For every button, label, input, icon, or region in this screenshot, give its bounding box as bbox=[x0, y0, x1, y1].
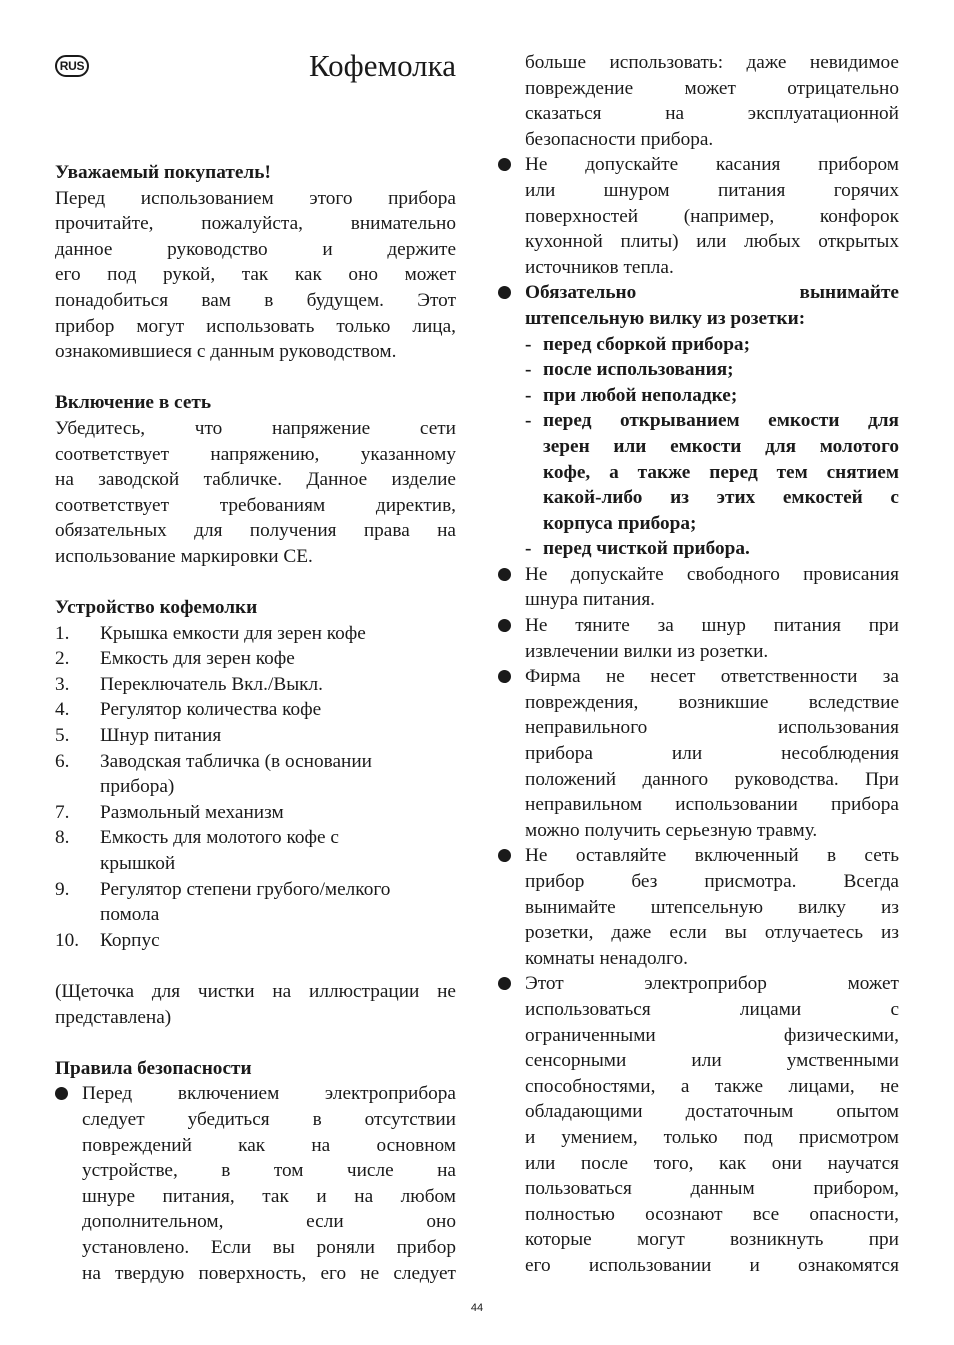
safety-bullet bbox=[498, 664, 899, 843]
list-text: Крышка емкости для зерен кофе bbox=[100, 622, 366, 644]
left-column bbox=[55, 160, 456, 1286]
text-line: или после того, как они научатся bbox=[525, 1152, 899, 1174]
list-item bbox=[55, 877, 456, 928]
list-text: Емкость для молотого кофе с bbox=[100, 827, 339, 849]
text-line: Фирма не несет ответственности за bbox=[525, 666, 899, 688]
text-line: понадобиться вам в будущем. Этот bbox=[55, 289, 456, 311]
text-line: неправильного использования bbox=[525, 717, 899, 739]
text-line: Этот электроприбор может bbox=[525, 973, 899, 995]
text-line: прибор могут использовать только лица, bbox=[55, 315, 456, 337]
text-line: перед сборкой прибора; bbox=[543, 333, 750, 355]
right-column bbox=[498, 50, 899, 1279]
text-line: кофе, а также перед тем снятием bbox=[543, 461, 899, 483]
list-text: Шнур питания bbox=[100, 725, 222, 747]
list-item bbox=[55, 928, 456, 954]
text-line: Перед включением электроприбора bbox=[82, 1083, 456, 1105]
text-line: устройстве, в том числе на bbox=[82, 1160, 456, 1182]
text-line: извлечении вилки из розетки. bbox=[525, 640, 769, 662]
list-text: Заводская табличка (в основании bbox=[100, 750, 372, 772]
safety-bullet bbox=[55, 1081, 456, 1286]
text-line: использоваться лицами с bbox=[525, 998, 899, 1020]
text-line: пользоваться данным прибором, bbox=[525, 1178, 899, 1200]
text-line: Не оставляйте включенный в сеть bbox=[525, 845, 899, 867]
text-line: полностью осознают все опасности, bbox=[525, 1203, 899, 1225]
safety-bullet bbox=[498, 562, 899, 613]
list-number: 8. bbox=[55, 827, 70, 849]
bullet-icon bbox=[498, 152, 525, 280]
list-number: 4. bbox=[55, 699, 70, 721]
list-number: 2. bbox=[55, 648, 70, 670]
dash-marker: - bbox=[525, 333, 532, 355]
text-line: какой-либо из этих емкостей с bbox=[543, 487, 899, 509]
text-line: комнаты ненадолго. bbox=[525, 947, 688, 969]
list-item bbox=[55, 621, 456, 647]
bullet-icon bbox=[498, 562, 525, 613]
power-heading: Включение в сеть bbox=[55, 392, 212, 414]
text-line: представлена) bbox=[55, 1006, 172, 1028]
bullet-icon bbox=[498, 843, 525, 971]
text-line: сказаться на эксплуатационной bbox=[525, 103, 899, 125]
text-line: использование маркировки CE. bbox=[55, 545, 313, 567]
list-number: 7. bbox=[55, 801, 70, 823]
text-line: при любой неполадке; bbox=[543, 384, 738, 406]
list-number: 1. bbox=[55, 622, 70, 644]
dash-marker: - bbox=[525, 538, 532, 560]
text-line: после использования; bbox=[543, 359, 734, 381]
text-line: зерен или емкости для молотого bbox=[543, 435, 899, 457]
list-item bbox=[55, 800, 456, 826]
text-line: на заводской табличке. Данное изделие bbox=[55, 469, 456, 491]
text-line: положений данного руководства. При bbox=[525, 768, 899, 790]
text-line: источников тепла. bbox=[525, 256, 674, 278]
greeting-heading: Уважаемый покупатель! bbox=[55, 162, 271, 183]
text-line: соответствует напряжению, указанному bbox=[55, 443, 456, 465]
text-line: дополнительном, если оно bbox=[82, 1211, 456, 1233]
text-line: Не тяните за шнур питания при bbox=[525, 615, 899, 637]
safety-heading: Правила безопасности bbox=[55, 1057, 252, 1079]
text-line: сенсорными или умственными bbox=[525, 1050, 899, 1072]
device-heading: Устройство кофемолки bbox=[55, 597, 258, 619]
text-line: прибора или несоблюдения bbox=[525, 743, 899, 765]
text-line: кухонной плиты) или любых открытых bbox=[525, 231, 899, 253]
dash-marker: - bbox=[525, 384, 532, 406]
power-paragraph bbox=[55, 416, 456, 570]
text-line: способностями, а также лицами, не bbox=[525, 1075, 899, 1097]
language-badge: RUS bbox=[55, 55, 89, 77]
safety-bullet bbox=[498, 843, 899, 971]
text-line: шнуре питания, так и на любом bbox=[82, 1185, 456, 1207]
text-line: корпуса прибора; bbox=[543, 512, 697, 534]
bullet-icon bbox=[55, 1081, 82, 1286]
text-line: поверхностей (например, конфорок bbox=[525, 205, 899, 227]
text-line: безопасности прибора. bbox=[525, 128, 714, 150]
list-item bbox=[55, 723, 456, 749]
list-text: Переключатель Вкл./Выкл. bbox=[100, 673, 323, 695]
list-text: Регулятор степени грубого/мелкого bbox=[100, 878, 391, 900]
text-line: повреждение может отрицательно bbox=[525, 77, 899, 99]
text-line: его использовании и ознакомятся bbox=[525, 1254, 899, 1276]
text-line: повреждений как на основном bbox=[82, 1134, 456, 1156]
text-line: Перед использованием этого прибора bbox=[55, 187, 456, 209]
text-line: следует убедиться в отсутствии bbox=[82, 1108, 456, 1130]
list-number: 3. bbox=[55, 673, 70, 695]
device-parts-list bbox=[55, 621, 456, 954]
dash-item bbox=[525, 357, 899, 383]
text-line: обязательных для получения права на bbox=[55, 520, 456, 542]
dash-marker: - bbox=[525, 359, 532, 381]
page-title: Кофемолка bbox=[308, 48, 456, 83]
list-text: крышкой bbox=[100, 853, 176, 875]
text-line: можно получить серьезную травму. bbox=[525, 819, 818, 841]
list-item bbox=[55, 697, 456, 723]
text-line: Не допускайте свободного провисания bbox=[525, 563, 899, 585]
list-item bbox=[55, 646, 456, 672]
text-line: неправильном использовании прибора bbox=[525, 794, 899, 816]
dash-item bbox=[525, 536, 899, 562]
safety-bullet bbox=[498, 971, 899, 1278]
text-line: и умением, только под присмотром bbox=[525, 1126, 899, 1148]
text-line: шнура питания. bbox=[525, 589, 656, 611]
list-text: Регулятор количества кофе bbox=[100, 699, 322, 721]
text-line: розетки, даже если вы отлучаетесь из bbox=[525, 922, 899, 944]
list-text: помола bbox=[100, 904, 160, 926]
text-line: повреждения, возникшие вследствие bbox=[525, 691, 899, 713]
list-item bbox=[55, 825, 456, 876]
text-line: на твердую поверхность, его не следует bbox=[82, 1262, 456, 1284]
dash-item bbox=[525, 408, 899, 536]
text-line: или шнуром питания горячих bbox=[525, 179, 899, 201]
bullet-icon bbox=[498, 280, 525, 562]
text-line: вынимайте штепсельную вилку из bbox=[525, 896, 899, 918]
text-line: ограниченными физическими, bbox=[525, 1024, 899, 1046]
text-line: его под рукой, так как оно может bbox=[55, 264, 456, 286]
text-line: прибор без присмотра. Всегда bbox=[525, 871, 899, 892]
text-line: Убедитесь, что напряжение сети bbox=[55, 417, 456, 439]
text-line: обладающими достаточным опытом bbox=[525, 1101, 899, 1123]
bullet-icon bbox=[498, 613, 525, 664]
list-number: 5. bbox=[55, 725, 70, 747]
list-item bbox=[55, 672, 456, 698]
text-line: штепсельную вилку из розетки: bbox=[525, 307, 806, 329]
list-number: 9. bbox=[55, 878, 70, 900]
text-line: Обязательно вынимайте bbox=[525, 282, 899, 304]
text-line: Не допускайте касания прибором bbox=[525, 154, 899, 176]
list-item bbox=[55, 749, 456, 800]
safety-bullet bbox=[498, 280, 899, 562]
bullet-icon bbox=[498, 971, 525, 1278]
dash-item bbox=[525, 332, 899, 358]
dash-marker: - bbox=[525, 410, 532, 432]
text-line: перед чисткой прибора. bbox=[543, 538, 750, 560]
greeting-paragraph bbox=[55, 186, 456, 365]
brush-note bbox=[55, 979, 456, 1030]
text-line: установлено. Если вы роняли прибор bbox=[82, 1236, 456, 1258]
text-line: данное руководство и держите bbox=[55, 238, 456, 260]
text-line: ознакомившиеся с данным руководством. bbox=[55, 341, 397, 363]
bullet-icon bbox=[498, 664, 525, 843]
text-line: (Щеточка для чистки на иллюстрации не bbox=[55, 981, 456, 1002]
list-text: Корпус bbox=[100, 929, 160, 951]
text-line: больше использовать: даже невидимое bbox=[525, 52, 899, 73]
list-text: Размольный механизм bbox=[100, 801, 284, 823]
safety-bullet bbox=[498, 613, 899, 664]
text-line: прочитайте, пожалуйста, внимательно bbox=[55, 213, 456, 235]
list-text: прибора) bbox=[100, 776, 175, 798]
list-text: Емкость для зерен кофе bbox=[100, 648, 295, 670]
safety-continuation bbox=[498, 50, 899, 152]
text-line: перед открыванием емкости для bbox=[543, 410, 899, 432]
text-line: соответствует требованиям директив, bbox=[55, 494, 456, 516]
list-number: 6. bbox=[55, 750, 70, 772]
safety-bullet bbox=[498, 152, 899, 280]
text-line: которые могут возникнуть при bbox=[525, 1229, 899, 1251]
page-number: 44 bbox=[470, 1302, 484, 1314]
list-number: 10. bbox=[55, 929, 80, 951]
dash-item bbox=[525, 383, 899, 409]
